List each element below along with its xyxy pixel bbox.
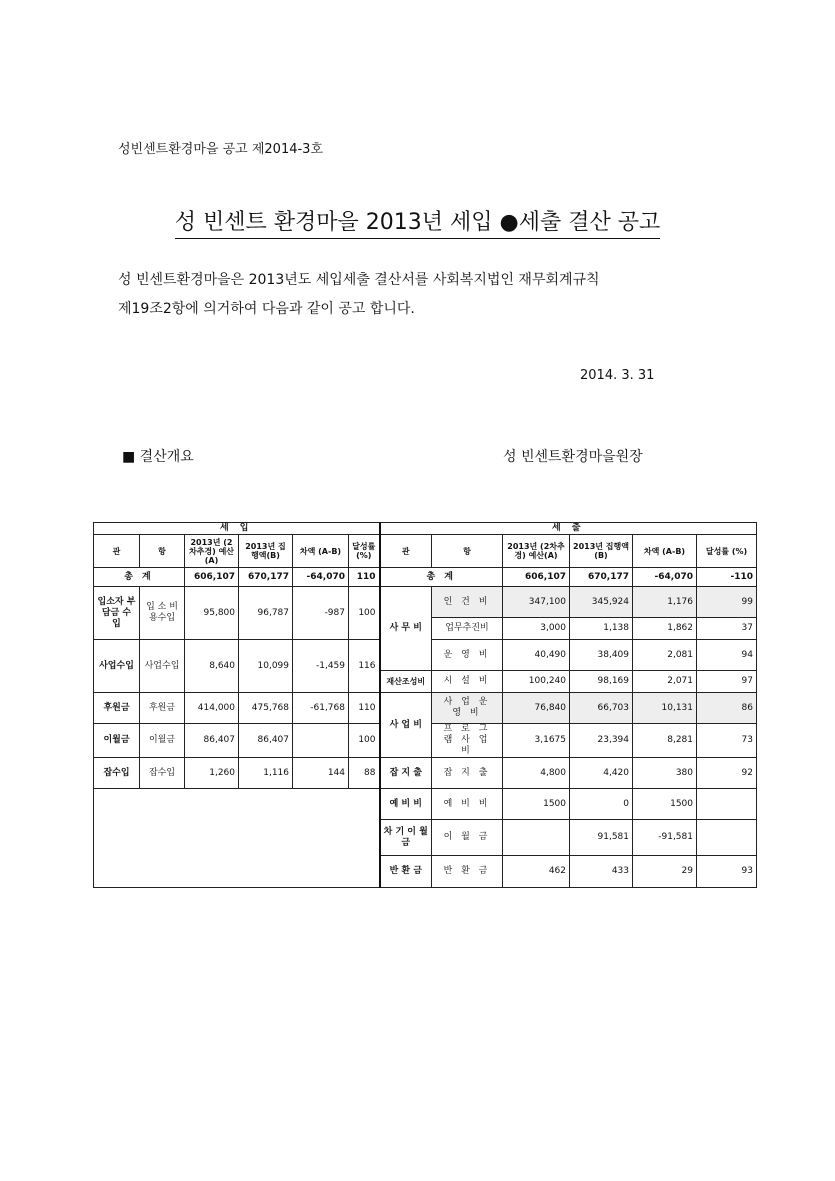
- expense-exec: 4,420: [570, 758, 633, 789]
- body-line-2: 제19조2항에 의거하여 다음과 같이 공고 합니다.: [118, 301, 415, 317]
- expense-total-diff: -64,070: [633, 568, 697, 587]
- expense-diff: 29: [633, 856, 697, 888]
- expense-hang: 시 설 비: [432, 671, 503, 693]
- expense-budget: 4,800: [503, 758, 570, 789]
- expense-exec: 91,581: [570, 820, 633, 856]
- expense-gwan: 반 환 금: [380, 856, 432, 888]
- expense-budget: [503, 820, 570, 856]
- expense-gwan: 사 업 비: [380, 693, 432, 758]
- expense-hang: 예 비 비: [432, 789, 503, 820]
- expense-exec: 98,169: [570, 671, 633, 693]
- table-row: [94, 587, 757, 618]
- expense-exec: 433: [570, 856, 633, 888]
- expense-total-rate: -110: [697, 568, 757, 587]
- income-hang: 잡수입: [140, 758, 185, 789]
- expense-budget: 3,1675: [503, 724, 570, 758]
- table-row: [94, 789, 757, 820]
- income-exec: 1,116: [239, 758, 293, 789]
- income-gwan: 이월금: [94, 724, 140, 758]
- income-rate: 110: [349, 693, 380, 724]
- expense-budget: 462: [503, 856, 570, 888]
- income-diff: -987: [293, 587, 349, 640]
- expense-exec: 66,703: [570, 693, 633, 724]
- income-rate: 100: [349, 587, 380, 640]
- col-hang: 항: [432, 535, 503, 568]
- table-row: [94, 758, 757, 789]
- expense-hang: 잡 지 출: [432, 758, 503, 789]
- table-row: [94, 693, 757, 724]
- income-empty-area: [94, 789, 380, 888]
- income-exec: 10,099: [239, 640, 293, 693]
- expense-rate: 97: [697, 671, 757, 693]
- total-label: 총 계: [94, 568, 185, 587]
- expense-diff: 2,071: [633, 671, 697, 693]
- body-text: [118, 266, 718, 324]
- expense-diff: 10,131: [633, 693, 697, 724]
- col-gwan: 관: [380, 535, 432, 568]
- income-diff: -61,768: [293, 693, 349, 724]
- expense-hang: 업무추진비: [432, 618, 503, 640]
- expense-rate: 73: [697, 724, 757, 758]
- income-diff: 144: [293, 758, 349, 789]
- income-diff: [293, 724, 349, 758]
- expense-budget: 3,000: [503, 618, 570, 640]
- expense-rate: 86: [697, 693, 757, 724]
- col-exec: 2013년 집행액(B): [570, 535, 633, 568]
- income-total-rate: 110: [349, 568, 380, 587]
- income-header: 세 입: [94, 523, 380, 535]
- income-gwan: 입소자 부담금 수 입: [94, 587, 140, 640]
- expense-diff: 8,281: [633, 724, 697, 758]
- income-budget: 8,640: [185, 640, 239, 693]
- expense-exec: 345,924: [570, 587, 633, 618]
- expense-hang: 반 환 금: [432, 856, 503, 888]
- income-budget: 414,000: [185, 693, 239, 724]
- table-header-group: [94, 523, 757, 535]
- income-total-budget: 606,107: [185, 568, 239, 587]
- expense-hang: 인 건 비: [432, 587, 503, 618]
- income-exec: 475,768: [239, 693, 293, 724]
- income-hang: 사업수입: [140, 640, 185, 693]
- page-title: [0, 205, 835, 236]
- notice-number: 성빈센트환경마을 공고 제2014-3호: [118, 142, 324, 157]
- income-hang: 입 소 비용수입: [140, 587, 185, 640]
- expense-diff: 1500: [633, 789, 697, 820]
- notice-date: 2014. 3. 31: [580, 368, 655, 383]
- expense-hang: 이 월 금: [432, 820, 503, 856]
- col-exec: 2013년 집행액(B): [239, 535, 293, 568]
- body-line-1: 성 빈센트환경마을은 2013년도 세입세출 결산서를 사회복지법인 재무회계규칙: [118, 272, 600, 288]
- expense-header: 세 출: [380, 523, 757, 535]
- col-diff: 차액 (A-B): [293, 535, 349, 568]
- income-exec: 86,407: [239, 724, 293, 758]
- income-exec: 96,787: [239, 587, 293, 640]
- expense-hang: 프 로 그 램 사 업 비: [432, 724, 503, 758]
- income-gwan: 사업수입: [94, 640, 140, 693]
- col-rate: 달성률 (%): [697, 535, 757, 568]
- expense-total-exec: 670,177: [570, 568, 633, 587]
- page-title-text: 성 빈센트 환경마을 2013년 세입 ●세출 결산 공고: [175, 210, 660, 239]
- total-row: [94, 568, 757, 587]
- expense-exec: 1,138: [570, 618, 633, 640]
- income-hang: 이월금: [140, 724, 185, 758]
- expense-exec: 38,409: [570, 640, 633, 671]
- expense-gwan: 잡 지 출: [380, 758, 432, 789]
- expense-gwan: 재산조성비: [380, 671, 432, 693]
- income-total-exec: 670,177: [239, 568, 293, 587]
- income-rate: 88: [349, 758, 380, 789]
- expense-gwan: 예 비 비: [380, 789, 432, 820]
- income-budget: 86,407: [185, 724, 239, 758]
- income-hang: 후원금: [140, 693, 185, 724]
- income-budget: 95,800: [185, 587, 239, 640]
- expense-diff: 1,862: [633, 618, 697, 640]
- expense-rate: [697, 820, 757, 856]
- expense-rate: 93: [697, 856, 757, 888]
- expense-rate: 92: [697, 758, 757, 789]
- expense-diff: 380: [633, 758, 697, 789]
- section-title: ■ 결산개요: [122, 449, 194, 465]
- expense-gwan: 사 무 비: [380, 587, 432, 671]
- income-gwan: 후원금: [94, 693, 140, 724]
- expense-rate: 94: [697, 640, 757, 671]
- signer: 성 빈센트환경마을원장: [503, 449, 643, 465]
- expense-hang: 사 업 운 영 비: [432, 693, 503, 724]
- expense-rate: 99: [697, 587, 757, 618]
- expense-gwan: 차 기 이 월 금: [380, 820, 432, 856]
- expense-rate: [697, 789, 757, 820]
- income-gwan: 잡수입: [94, 758, 140, 789]
- col-gwan: 관: [94, 535, 140, 568]
- expense-budget: 1500: [503, 789, 570, 820]
- income-budget: 1,260: [185, 758, 239, 789]
- expense-diff: 1,176: [633, 587, 697, 618]
- expense-diff: 2,081: [633, 640, 697, 671]
- col-hang: 항: [140, 535, 185, 568]
- expense-exec: 0: [570, 789, 633, 820]
- expense-total-budget: 606,107: [503, 568, 570, 587]
- expense-budget: 76,840: [503, 693, 570, 724]
- income-diff: -1,459: [293, 640, 349, 693]
- expense-rate: 37: [697, 618, 757, 640]
- expense-hang: 운 영 비: [432, 640, 503, 671]
- income-total-diff: -64,070: [293, 568, 349, 587]
- table-header-columns: [94, 535, 757, 568]
- total-label: 총 계: [380, 568, 503, 587]
- col-budget: 2013년 (2차추경) 예산(A): [503, 535, 570, 568]
- expense-budget: 100,240: [503, 671, 570, 693]
- col-rate: 달성률 (%): [349, 535, 380, 568]
- income-rate: 116: [349, 640, 380, 693]
- col-diff: 차액 (A-B): [633, 535, 697, 568]
- expense-exec: 23,394: [570, 724, 633, 758]
- expense-budget: 40,490: [503, 640, 570, 671]
- expense-budget: 347,100: [503, 587, 570, 618]
- expense-diff: -91,581: [633, 820, 697, 856]
- settlement-table: [93, 522, 757, 888]
- col-budget: 2013년 (2차추경) 예산(A): [185, 535, 239, 568]
- income-rate: 100: [349, 724, 380, 758]
